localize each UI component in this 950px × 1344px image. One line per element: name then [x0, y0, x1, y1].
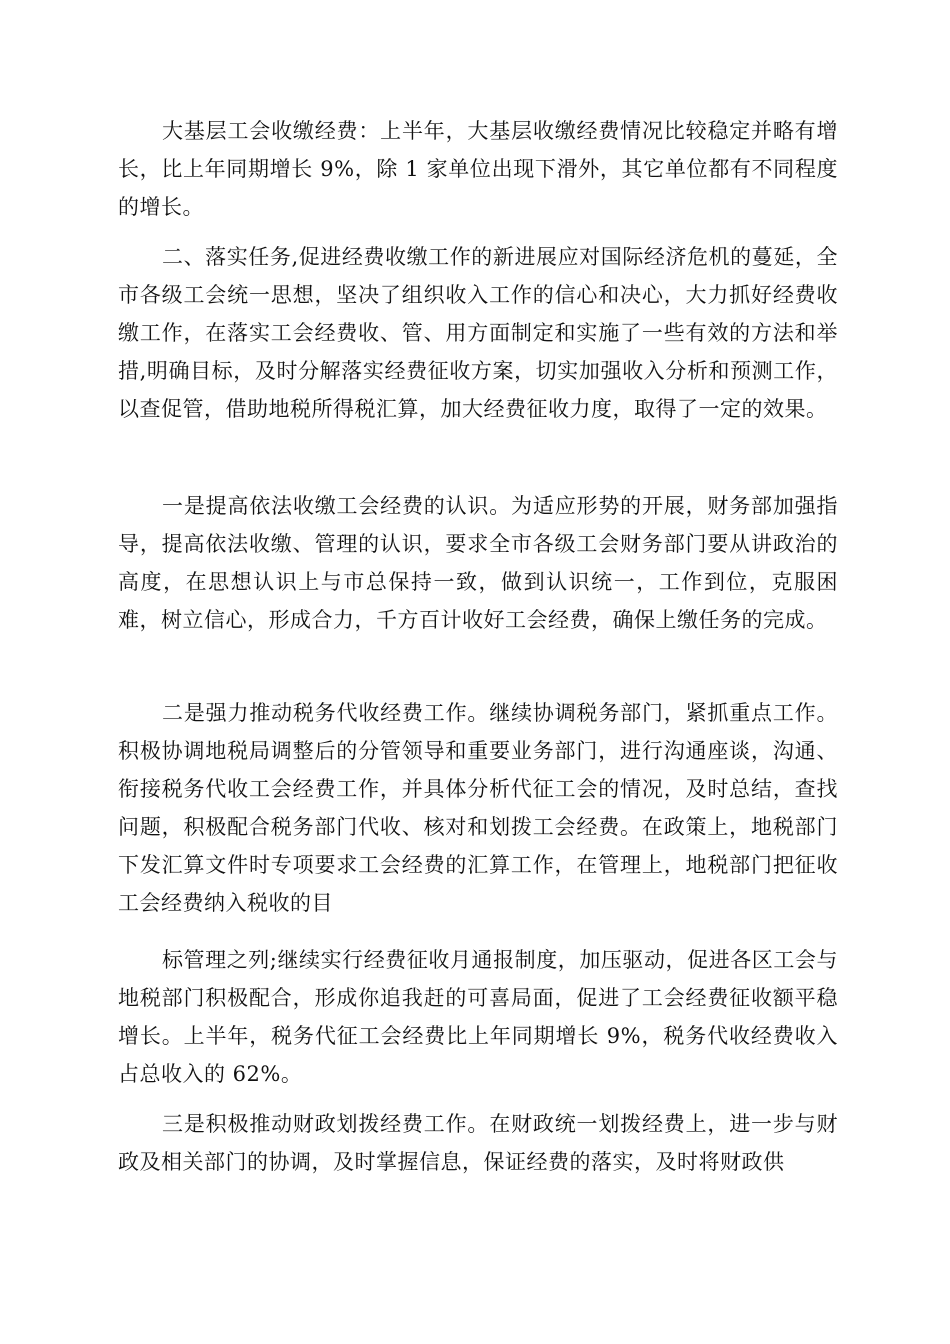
- paragraph-point-one: 一是提高依法收缴工会经费的认识。为适应形势的开展，财务部加强指导，提高依法收缴、管理的认识，要求全市各级工会财务部门要从讲政治的高度，在思想认识上与市总保持一致，做到认识统一，工作到位，克服困难，树立信心，形成合力，千方百计收好工会经费，确保上缴任务的完成。: [118, 494, 838, 632]
- paragraph-point-two-continued: 标管理之列;继续实行经费征收月通报制度，加压驱动，促进各区工会与地税部门积极配合，形成你追我赶的可喜局面，促进了工会经费征收额平稳增长。上半年，税务代征工会经费比上年同期增长 9%，税务代收经费收入占总收入的 62%。: [118, 948, 838, 1086]
- paragraph-point-three: 三是积极推动财政划拨经费工作。在财政统一划拨经费上，进一步与财政及相关部门的协调，及时掌握信息，保证经费的落实，及时将财政供: [118, 1112, 838, 1174]
- paragraph-point-two: 二是强力推动税务代收经费工作。继续协调税务部门，紧抓重点工作。积极协调地税局调整后的分管领导和重要业务部门，进行沟通座谈，沟通、衔接税务代收工会经费工作，并具体分析代征工会的情况，及时总结，查找问题，积极配合税务部门代收、核对和划拨工会经费。在政策上，地税部门下发汇算文件时专项要求工会经费的汇算工作，在管理上，地税部门把征收工会经费纳入税收的目: [118, 701, 838, 915]
- paragraph-section-two-heading: 二、落实任务,促进经费收缴工作的新进展应对国际经济危机的蔓延，全市各级工会统一思想，坚决了组织收入工作的信心和决心，大力抓好经费收缴工作，在落实工会经费收、管、用方面制定和实施了一些有效的方法和举措,明确目标，及时分解落实经费征收方案，切实加强收入分析和预测工作，以查促管，借助地税所得税汇算，加大经费征收力度，取得了一定的效果。: [118, 245, 838, 421]
- paragraph-basic-union-dues: 大基层工会收缴经费：上半年，大基层收缴经费情况比较稳定并略有增长，比上年同期增长 9%，除 1 家单位出现下滑外，其它单位都有不同程度的增长。: [118, 119, 838, 219]
